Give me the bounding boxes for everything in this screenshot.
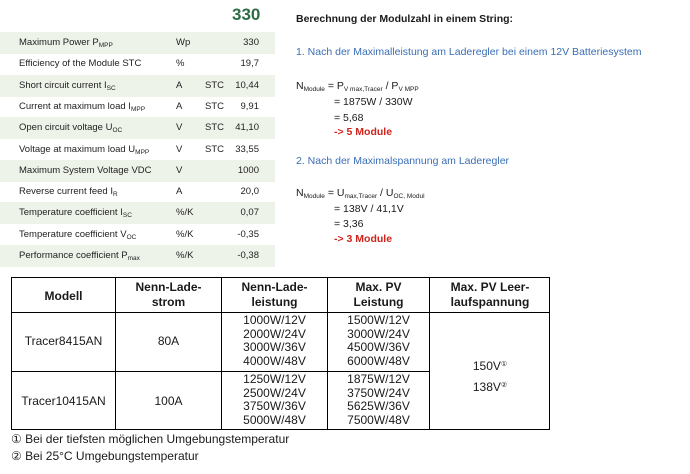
spec-param — [19, 101, 145, 113]
calc-section-2: 2. Nach der Maximalspannung am Laderegler — [296, 155, 510, 167]
charge-power-cell — [222, 314, 327, 368]
spec-value: 10,44 — [235, 79, 259, 91]
model-cell: Tracer10415AN — [21, 394, 106, 408]
eq2-lhs: = U — [327, 187, 345, 199]
spec-condition: STC — [205, 143, 224, 155]
spec-param-text: Open circuit voltage U — [19, 122, 113, 134]
n-symbol: N — [296, 80, 304, 92]
header-pv-power-l2: Leistung — [353, 295, 404, 309]
spec-param-text: Maximum System Voltage VDC — [19, 164, 152, 176]
spec-unit: V — [176, 164, 183, 176]
spec-param-text: Temperature coefficient V — [19, 228, 127, 240]
charge-controller-table — [11, 277, 550, 430]
spec-value: 19,7 — [240, 58, 259, 70]
pv-voltage-150: 150V — [472, 359, 501, 373]
spec-unit: %/K — [176, 228, 194, 240]
n-subscript: Module — [303, 86, 325, 93]
calc-eq2-line3: = 3,36 — [334, 218, 364, 230]
spec-row — [0, 96, 275, 118]
charge-power-value: 3000W/36V — [243, 340, 306, 354]
spec-unit: %/K — [176, 207, 194, 219]
spec-unit: A — [176, 186, 183, 198]
spec-row — [0, 224, 275, 246]
pv-power-value: 6000W/48V — [347, 353, 410, 368]
spec-param — [19, 37, 113, 49]
header-charge-power-l2: leistung — [251, 295, 298, 309]
calc-eq1-line1 — [296, 80, 419, 93]
header-charge-current — [116, 280, 221, 310]
pv-power-value: 1875W/12V — [347, 372, 410, 386]
spec-value: -0,35 — [237, 228, 259, 240]
calc-eq2-result: -> 3 Module — [334, 233, 393, 245]
charge-power-value: 1250W/12V — [243, 372, 306, 386]
spec-param-text: Reverse current feed I — [19, 186, 113, 198]
eq1-sub1: V max,Tracer — [343, 86, 383, 93]
string-calculation — [296, 0, 690, 260]
pv-power-value: 3750W/24V — [347, 385, 410, 400]
calc-eq2-line1 — [296, 187, 425, 200]
spec-unit: A — [176, 100, 183, 112]
module-power-value: 330 — [232, 5, 261, 24]
charge-power-value: 1000W/12V — [243, 313, 306, 327]
header-pv-voltage-l1: Max. PV Leer- — [450, 280, 530, 294]
pv-power-cell — [328, 373, 429, 427]
charge-power-value: 2000W/24V — [243, 326, 306, 341]
spec-row — [0, 117, 275, 139]
spec-value: 1000 — [237, 164, 259, 176]
spec-row — [0, 75, 275, 97]
spec-param-subscript: SC — [106, 84, 116, 92]
header-charge-current-l1: Nenn-Lade- — [135, 280, 202, 294]
spec-row — [0, 202, 275, 224]
spec-param-subscript: R — [113, 191, 118, 199]
footnote-2: ② Bei 25°C Umgebungstemperatur — [11, 449, 199, 463]
spec-param — [19, 229, 136, 241]
charge-power-value: 2500W/24V — [243, 385, 306, 400]
spec-row — [0, 160, 275, 182]
header-pv-power — [328, 280, 429, 310]
spec-param-text: Short circuit current I — [19, 79, 107, 91]
calc-eq1-result: -> 5 Module — [334, 126, 393, 138]
spec-value: 330 — [243, 37, 259, 48]
spec-unit: %/K — [176, 250, 194, 261]
spec-param — [19, 80, 116, 92]
eq1-mid: / P — [382, 80, 399, 92]
header-model: Modell — [44, 289, 83, 303]
spec-param-subscript: SC — [122, 212, 132, 220]
pv-power-value: 1500W/12V — [347, 313, 410, 327]
spec-row — [0, 53, 275, 75]
spec-param-text: Maximum Power P — [19, 37, 99, 48]
spec-param — [19, 250, 140, 262]
spec-unit: V — [176, 143, 183, 155]
spec-param-subscript: MPP — [98, 42, 113, 49]
eq2-mid: / U — [377, 187, 394, 199]
footnotes — [11, 431, 289, 465]
header-pv-voltage-l2: laufspannung — [450, 295, 530, 309]
pv-power-value: 3000W/24V — [347, 326, 410, 341]
spec-row — [0, 32, 275, 54]
pv-voltage-138: 138V — [472, 380, 501, 394]
current-cell: 80A — [157, 334, 180, 348]
footnote-mark-1: ① — [500, 361, 508, 368]
charge-power-value: 3750W/36V — [243, 399, 306, 413]
eq1-sub2: V MPP — [398, 86, 419, 93]
spec-condition: STC — [205, 79, 224, 91]
calc-eq1-line3: = 5,68 — [334, 112, 364, 124]
calc-title: Berechnung der Modulzahl in einem String: — [296, 13, 514, 25]
spec-unit: Wp — [176, 37, 191, 48]
spec-value: 9,91 — [240, 100, 259, 112]
pv-power-value: 4500W/36V — [347, 340, 410, 354]
spec-row — [0, 181, 275, 203]
spec-value: 41,10 — [235, 122, 259, 134]
n-subscript-2: Module — [303, 193, 325, 200]
header-charge-current-l2: strom — [151, 295, 186, 309]
pv-power-cell — [328, 314, 429, 368]
spec-condition: STC — [205, 122, 224, 134]
spec-param — [19, 165, 152, 176]
n-symbol-2: N — [296, 187, 304, 199]
spec-row — [0, 245, 275, 267]
charge-power-cell — [222, 373, 327, 427]
spec-row — [0, 139, 275, 161]
eq1-lhs: = P — [327, 80, 344, 92]
spec-param — [19, 144, 149, 156]
spec-param — [19, 207, 132, 219]
spec-param — [19, 122, 122, 134]
header-pv-voltage — [430, 280, 550, 310]
spec-param-subscript: MPP — [135, 148, 150, 156]
eq2-sub1: max,Tracer — [344, 193, 378, 200]
pv-voltage-value — [430, 376, 550, 397]
spec-unit: % — [176, 58, 185, 70]
spec-param-subscript: OC — [112, 127, 123, 135]
eq2-sub2: OC, Modul — [393, 193, 425, 200]
calc-eq2-line2: = 138V / 41,1V — [334, 203, 404, 215]
spec-param — [19, 58, 141, 69]
footnote-1: ① Bei der tiefsten möglichen Umgebungstemperatur — [11, 432, 290, 446]
charge-power-value: 4000W/48V — [243, 353, 306, 368]
spec-param-text: Voltage at maximum load U — [19, 143, 136, 155]
spec-value: 20,0 — [240, 186, 259, 198]
spec-param-text: Temperature coefficient I — [19, 207, 123, 219]
footnote-mark-2: ② — [500, 382, 508, 389]
current-cell: 100A — [154, 394, 183, 408]
pv-voltage-value — [430, 355, 550, 376]
spec-value: 0,07 — [240, 207, 259, 219]
spec-param-subscript: MPP — [130, 105, 146, 113]
calc-eq1-line2: = 1875W / 330W — [334, 96, 413, 108]
header-pv-power-l1: Max. PV — [355, 280, 402, 294]
module-spec-table — [0, 0, 275, 266]
charge-power-value: 5000W/48V — [243, 412, 306, 427]
calc-section-1: 1. Nach der Maximalleistung am Laderegler bei einem 12V Batteriesystem — [296, 46, 642, 58]
spec-value: -0,38 — [237, 250, 259, 261]
model-cell: Tracer8415AN — [24, 334, 103, 348]
spec-param-text: Performance coefficient P — [19, 250, 128, 261]
pv-power-value: 5625W/36V — [347, 399, 410, 413]
spec-unit: A — [176, 79, 183, 91]
spec-unit: V — [176, 122, 183, 134]
header-charge-power — [222, 280, 327, 310]
spec-param-subscript: max — [127, 255, 140, 262]
spec-param-text: Efficiency of the Module STC — [19, 58, 142, 70]
spec-param-text: Current at maximum load I — [19, 100, 131, 112]
spec-condition: STC — [205, 100, 224, 112]
spec-value: 33,55 — [235, 143, 259, 155]
pv-power-value: 7500W/48V — [347, 412, 410, 427]
spec-param — [19, 186, 118, 198]
pv-voltage-cell — [430, 355, 550, 397]
header-charge-power-l1: Nenn-Lade- — [241, 280, 308, 294]
spec-param-subscript: OC — [126, 233, 137, 241]
module-power-header — [0, 0, 275, 32]
